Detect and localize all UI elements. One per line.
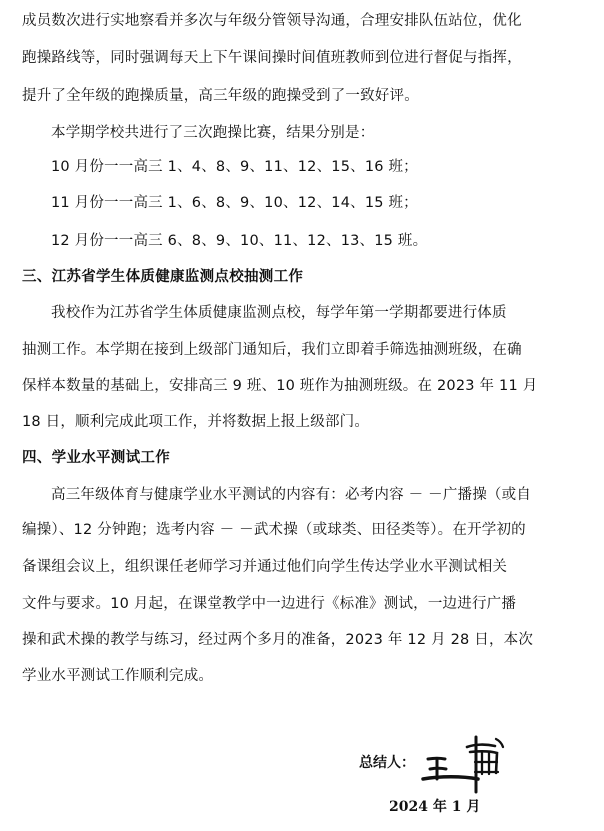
- section4-heading: 四、学业水平测试工作: [22, 450, 170, 466]
- section3-line-3: 保样本数量的基础上，安排高三 9 班、10 班作为抽测班级。在 2023 年 11 月: [22, 378, 538, 394]
- section4-line-6: 学业水平测试工作顺利完成。: [22, 668, 214, 684]
- section3-line-1: 我校作为江苏省学生体质健康监测点校，每学年第一学期都要进行体质: [51, 305, 507, 321]
- section4-line-3: 备课组会议上，组织课任老师学习并通过他们向学生传达学业水平测试相关: [22, 559, 508, 575]
- competition-result-october: 10 月份一一高三 1、4、8、9、11、12、15、16 班；: [51, 159, 418, 175]
- competition-result-november: 11 月份一一高三 1、6、8、9、10、12、14、15 班；: [51, 195, 418, 211]
- section3-line-4: 18 日，顺利完成此项工作，并将数据上报上级部门。: [22, 414, 370, 430]
- competition-intro: 本学期学校共进行了三次跑操比赛，结果分别是：: [51, 125, 375, 141]
- intro-line-1: 成员数次进行实地察看并多次与年级分管领导沟通，合理安排队伍站位，优化: [22, 13, 522, 29]
- intro-line-2: 跑操路线等，同时强调每天上下午课间操时间值班教师到位进行督促与指挥，: [22, 50, 522, 66]
- section4-line-1: 高三年级体育与健康学业水平测试的内容有：必考内容 － －广播操（或自: [51, 487, 532, 503]
- section3-line-2: 抽测工作。本学期在接到上级部门通知后，我们立即着手筛选抽测班级，在确: [22, 342, 522, 358]
- section4-line-4: 文件与要求。10 月起，在课堂教学中一边进行《标准》测试，一边进行广播: [22, 596, 517, 612]
- summary-author-label: 总结人：: [359, 755, 415, 771]
- intro-line-3: 提升了全年级的跑操质量，高三年级的跑操受到了一致好评。: [22, 88, 419, 104]
- signature-date: 2024 年 1 月: [389, 799, 481, 815]
- section4-line-5: 操和武术操的教学与练习，经过两个多月的准备，2023 年 12 月 28 日，本次: [22, 632, 534, 648]
- section3-heading: 三、江苏省学生体质健康监测点校抽测工作: [22, 269, 304, 285]
- competition-result-december: 12 月份一一高三 6、8、9、10、11、12、13、15 班。: [51, 233, 428, 249]
- handwritten-signature: [420, 731, 520, 797]
- section4-line-2: 编操）、12 分钟跑；选考内容 － －武术操（或球类、田径类等）。在开学初的: [22, 522, 526, 538]
